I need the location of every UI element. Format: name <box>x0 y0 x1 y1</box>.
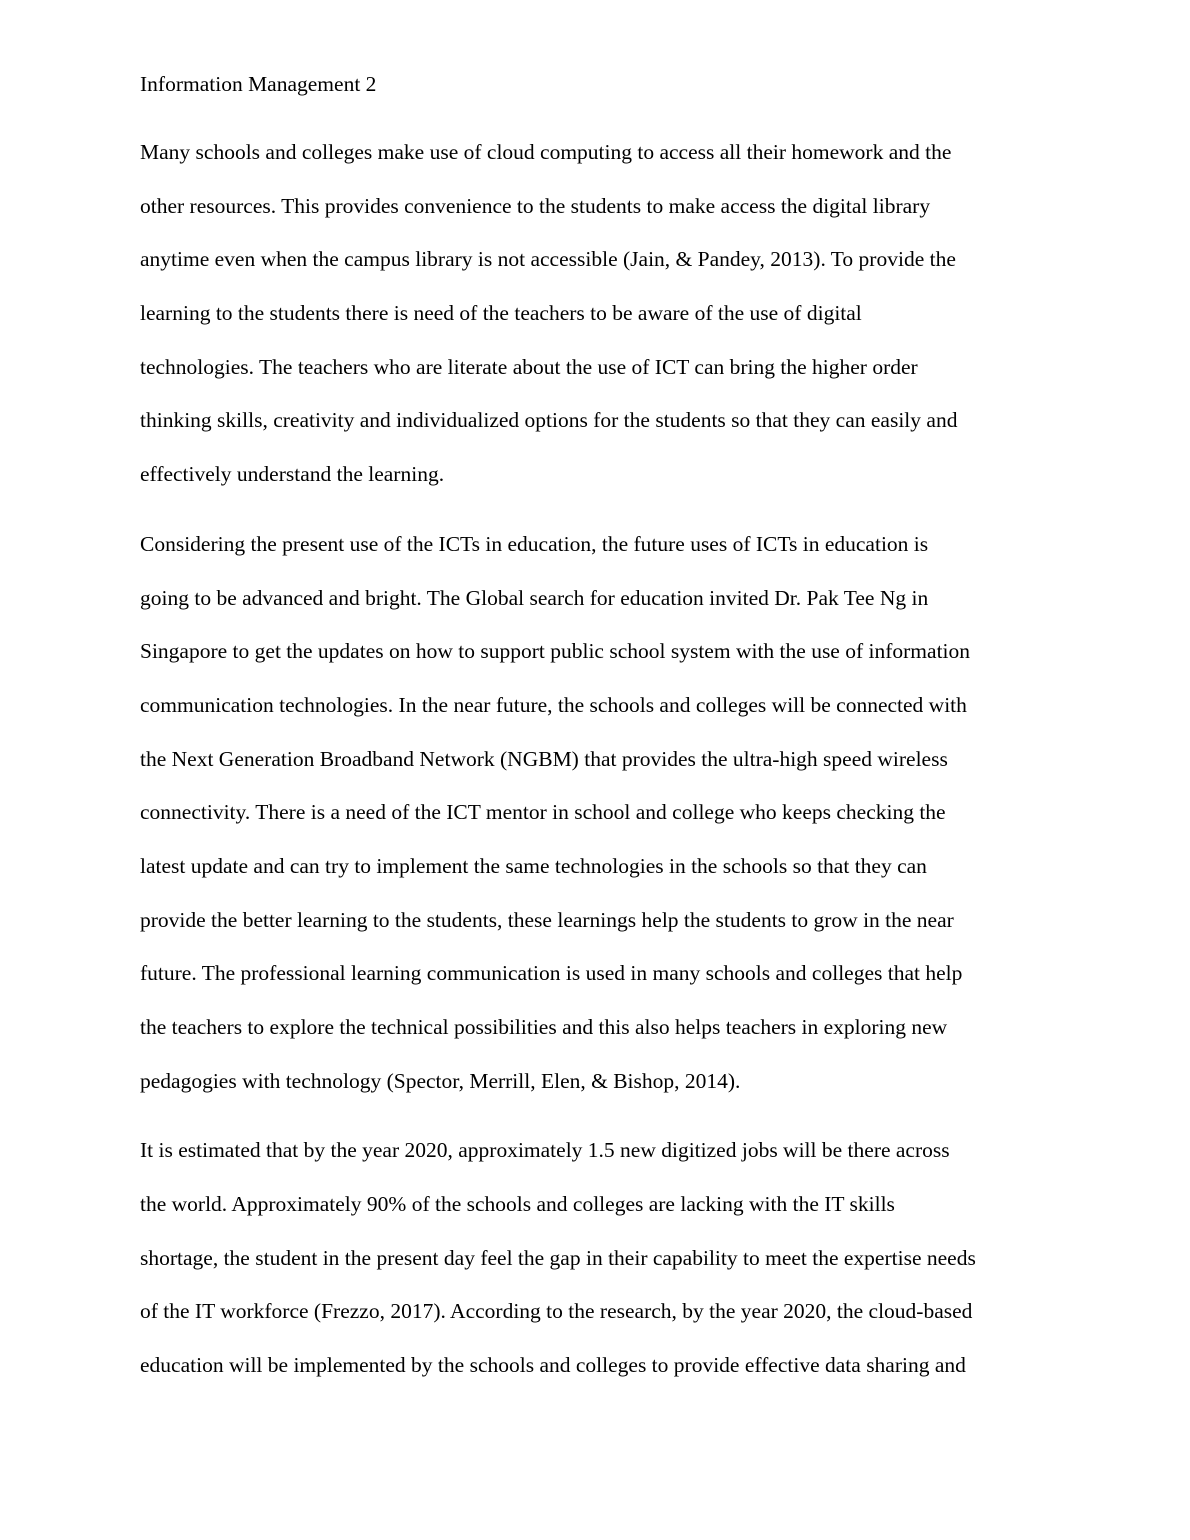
text-line: shortage, the student in the present day feel the gap in their capability to meet the expertise needs <box>140 1245 976 1270</box>
text-line: effectively understand the learning. <box>140 462 445 487</box>
text-line: future. The professional learning communication is used in many schools and colleges that help <box>140 961 963 986</box>
document-body <box>140 126 1065 1409</box>
text-line: the world. Approximately 90% of the schools and colleges are lacking with the IT skills <box>140 1192 895 1217</box>
text-line: connectivity. There is a need of the ICT mentor in school and college who keeps checking the <box>140 800 946 825</box>
paragraph-3 <box>140 1124 1065 1392</box>
text-line: Considering the present use of the ICTs in education, the future uses of ICTs in education is <box>140 531 929 556</box>
text-line: provide the better learning to the students, these learnings help the students to grow in the near <box>140 907 954 932</box>
text-line: other resources. This provides convenience to the students to make access the digital library <box>140 193 931 218</box>
text-line: Singapore to get the updates on how to support public school system with the use of information <box>140 639 971 664</box>
text-line: It is estimated that by the year 2020, approximately 1.5 new digitized jobs will be there across <box>140 1138 950 1163</box>
text-line: of the IT workforce (Frezzo, 2017). According to the research, by the year 2020, the cloud-based <box>140 1299 973 1324</box>
text-line: the teachers to explore the technical possibilities and this also helps teachers in exploring new <box>140 1015 948 1039</box>
text-line: the Next Generation Broadband Network (NGBM) that provides the ultra-high speed wireless <box>140 746 948 771</box>
paragraph-1 <box>140 126 1065 502</box>
text-line: pedagogies with technology (Spector, Merrill, Elen, & Bishop, 2014). <box>140 1068 741 1093</box>
text-line: communication technologies. In the near future, the schools and colleges will be connected with <box>140 692 967 717</box>
text-line: going to be advanced and bright. The Global search for education invited Dr. Pak Tee Ng in <box>140 585 929 610</box>
paragraph-2 <box>140 518 1065 1109</box>
text-line: anytime even when the campus library is not accessible (Jain, & Pandey, 2013). To provide the <box>140 247 956 272</box>
running-head: Information Management 2 <box>140 72 377 96</box>
text-line: latest update and can try to implement the same technologies in the schools so that they can <box>140 853 927 878</box>
text-line: learning to the students there is need of the teachers to be aware of the use of digital <box>140 301 862 326</box>
text-line: education will be implemented by the schools and colleges to provide effective data sharing and <box>140 1353 966 1378</box>
text-line: Many schools and colleges make use of cloud computing to access all their homework and the <box>140 140 952 164</box>
text-line: thinking skills, creativity and individualized options for the students so that they can easily and <box>140 408 958 433</box>
text-line: technologies. The teachers who are literate about the use of ICT can bring the higher order <box>140 354 918 379</box>
